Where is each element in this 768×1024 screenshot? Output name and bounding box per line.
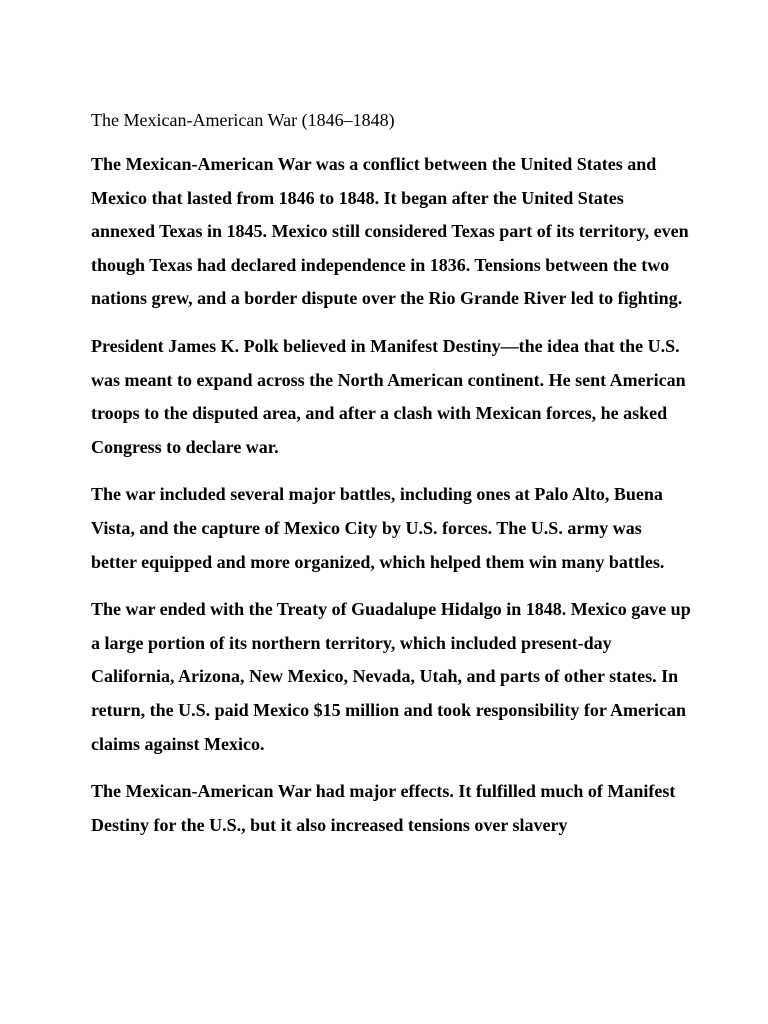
paragraph-causes: The Mexican-American War was a conflict between the United States and Mexico that lasted from 1846 to 1848. It began after the United States annexed Texas in 1845. Mexico still considered Texas part of its territory, even though Texas had declared independence in 1836. Tensions between the two nations grew, and a border dispute over the Rio Grande River led to fighting. <box>91 154 689 309</box>
paragraph-effects: The Mexican-American War had major effects. It fulfilled much of Manifest Destiny for the U.S., but it also increased tensions over slavery <box>91 781 676 835</box>
document-body <box>91 106 691 856</box>
document-title: The Mexican-American War (1846–1848) <box>91 110 395 130</box>
paragraph-polk: President James K. Polk believed in Manifest Destiny—the idea that the U.S. was meant to expand across the North American continent. He sent American troops to the disputed area, and after a clash with Mexican forces, he asked Congress to declare war. <box>91 335 686 457</box>
paragraph-battles: The war included several major battles, including ones at Palo Alto, Buena Vista, and the capture of Mexico City by U.S. forces. The U.S. army was better equipped and more organized, which helped them win many battles. <box>91 484 665 572</box>
paragraph-treaty: The war ended with the Treaty of Guadalupe Hidalgo in 1848. Mexico gave up a large portion of its northern territory, which included present-day California, Arizona, New Mexico, Nevada, Utah, and parts of other states. In return, the U.S. paid Mexico $15 million and took responsibility for American claims against Mexico. <box>91 599 691 754</box>
